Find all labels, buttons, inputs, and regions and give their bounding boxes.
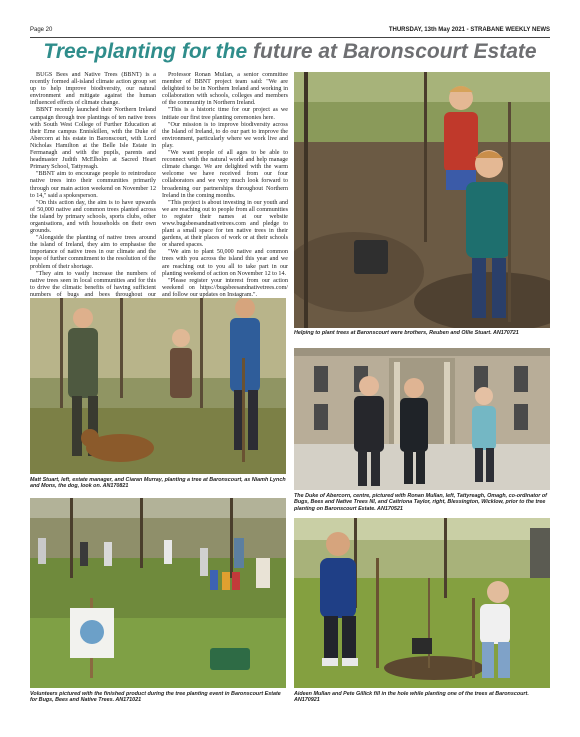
photo-volunteers-group: [30, 498, 286, 688]
paragraph: BUGS Bees and Native Trees (BBNT) is a recently formed all-island climate action group set up to help improve biodiversity, our natural environment and mitigate against the human influenced effects of climate change.: [30, 72, 156, 107]
photo-caption: Matt Stuart, left, estate manager, and Ciaran Murray, planting a tree at Baronscourt, as Niamh Lynch and Mons, the dog, look on. AN170821: [30, 477, 286, 490]
page-number: Page 20: [30, 27, 53, 33]
article-column-2: [162, 72, 288, 304]
paragraph: "Alongside the planting of native trees around the island of Ireland, they aim to emphasise the importance of native trees in our climate and the hope of further commitment to the resolution of the problem of their shortage.: [30, 235, 156, 270]
paragraph: BBNT recently launched their Northern Ireland campaign through tree plantings of ten native trees with South West College of Further Education at their Erne campus Enniskillen, with the Duke of Abercorn at his estate in Baronscourt, with Lord Nicholas Hamilton at the Belle Isle Estate in Fermanagh and with the pupils, parents and headmaster Judith McElholm at Sacred Heart Primary School, Tattyreagh.: [30, 107, 156, 171]
headline: [30, 40, 550, 70]
paragraph: "They aim to vastly increase the numbers of native trees seen in local communities and for this to drive the climatic benefits of having sufficient numbers of bugs and bees throughout our: [30, 270, 156, 298]
photo-caption: Helping to plant trees at Baronscourt were brothers, Reuben and Ollie Stuart. AN170721: [294, 330, 519, 336]
dateline: THURSDAY, 13th May 2021 - STRABANE WEEKLY NEWS: [388, 27, 550, 33]
photo-caption: Volunteers pictured with the finished product during the tree planting event in Baronscourt Estate for Bugs, Bees and Native Trees. AN171021: [30, 691, 281, 704]
paragraph: "This is a historic time for our project as we initiate our first tree planting ceremonies here.: [162, 107, 288, 121]
paragraph: "Our mission is to improve biodiversity across the Island of Ireland, to do our part to improve the environment, particularly where we work live and play.: [162, 121, 288, 149]
paragraph: "On this action day, the aim is to have upwards of 50,000 native and common trees planted across the island by primary schools, sports clubs, other organisations, and with households on their own grounds.: [30, 199, 156, 235]
paragraph: "This project is about investing in our youth and we are reaching out to people from all communities to register their names at our website www.bugsbeesandnativetrees.com and pledge to plant a small space for ten native trees in their gardens, at their places of work or at their schools or shared spaces.: [162, 199, 288, 249]
paragraph: "We want people of all ages to be able to reconnect with the natural world and help manage climate change. We are delighted with the warm welcome we have received from our four collaborators and we very much look forward to broadening our partnerships throughout Northern Ireland in the coming months.: [162, 150, 288, 199]
photo-brothers-planting: [294, 72, 550, 328]
photo-caption: The Duke of Abercorn, centre, pictured with Ronan Mullan, left, Tattyreagh, Omagh, co-ordinator of Bugs, Bees and Native Trees NI, and Caitriona Taylor, right, Blessington, Wicklow, prior to the tree planting on Baronscourt Estate. AN170521: [294, 493, 547, 512]
page-header: [30, 25, 550, 37]
headline-part-1: Tree-planting for the: [43, 40, 248, 63]
paragraph: "BBNT aim to encourage people to reintroduce native trees into their communities primarily through our main action weekend on November 12 to 14," said a spokesperson.: [30, 171, 156, 199]
photo-estate-manager-planting: [30, 298, 286, 474]
headline-part-2: future at Baronscourt Estate: [253, 40, 537, 63]
paragraph: Professor Ronan Mullan, a senior committee member of BBNT project team said: "We are delighted to be in Northern Ireland and working in collaboration with schools, colleges and members of the community in Northern Ireland.: [162, 72, 288, 107]
photo-filling-hole: [294, 518, 550, 688]
paragraph: "We aim to plant 50,000 native and common trees with you across the island this year and we are reaching out to you all to take part in our planting weekend of action on November 12 to 14.: [162, 249, 288, 277]
header-rule: [30, 37, 550, 38]
photo-duke-of-abercorn: [294, 348, 550, 490]
paragraph: "Please register your interest from our action weekend on https://bugsbeesandnativetrees.com/ and follow our updates on Instagram.".: [162, 277, 288, 298]
article-column-1: [30, 72, 156, 304]
photo-caption: Aideen Mullan and Pete Gillick fill in the hole while planting one of the trees at Baronscourt. AN170921: [294, 691, 529, 704]
